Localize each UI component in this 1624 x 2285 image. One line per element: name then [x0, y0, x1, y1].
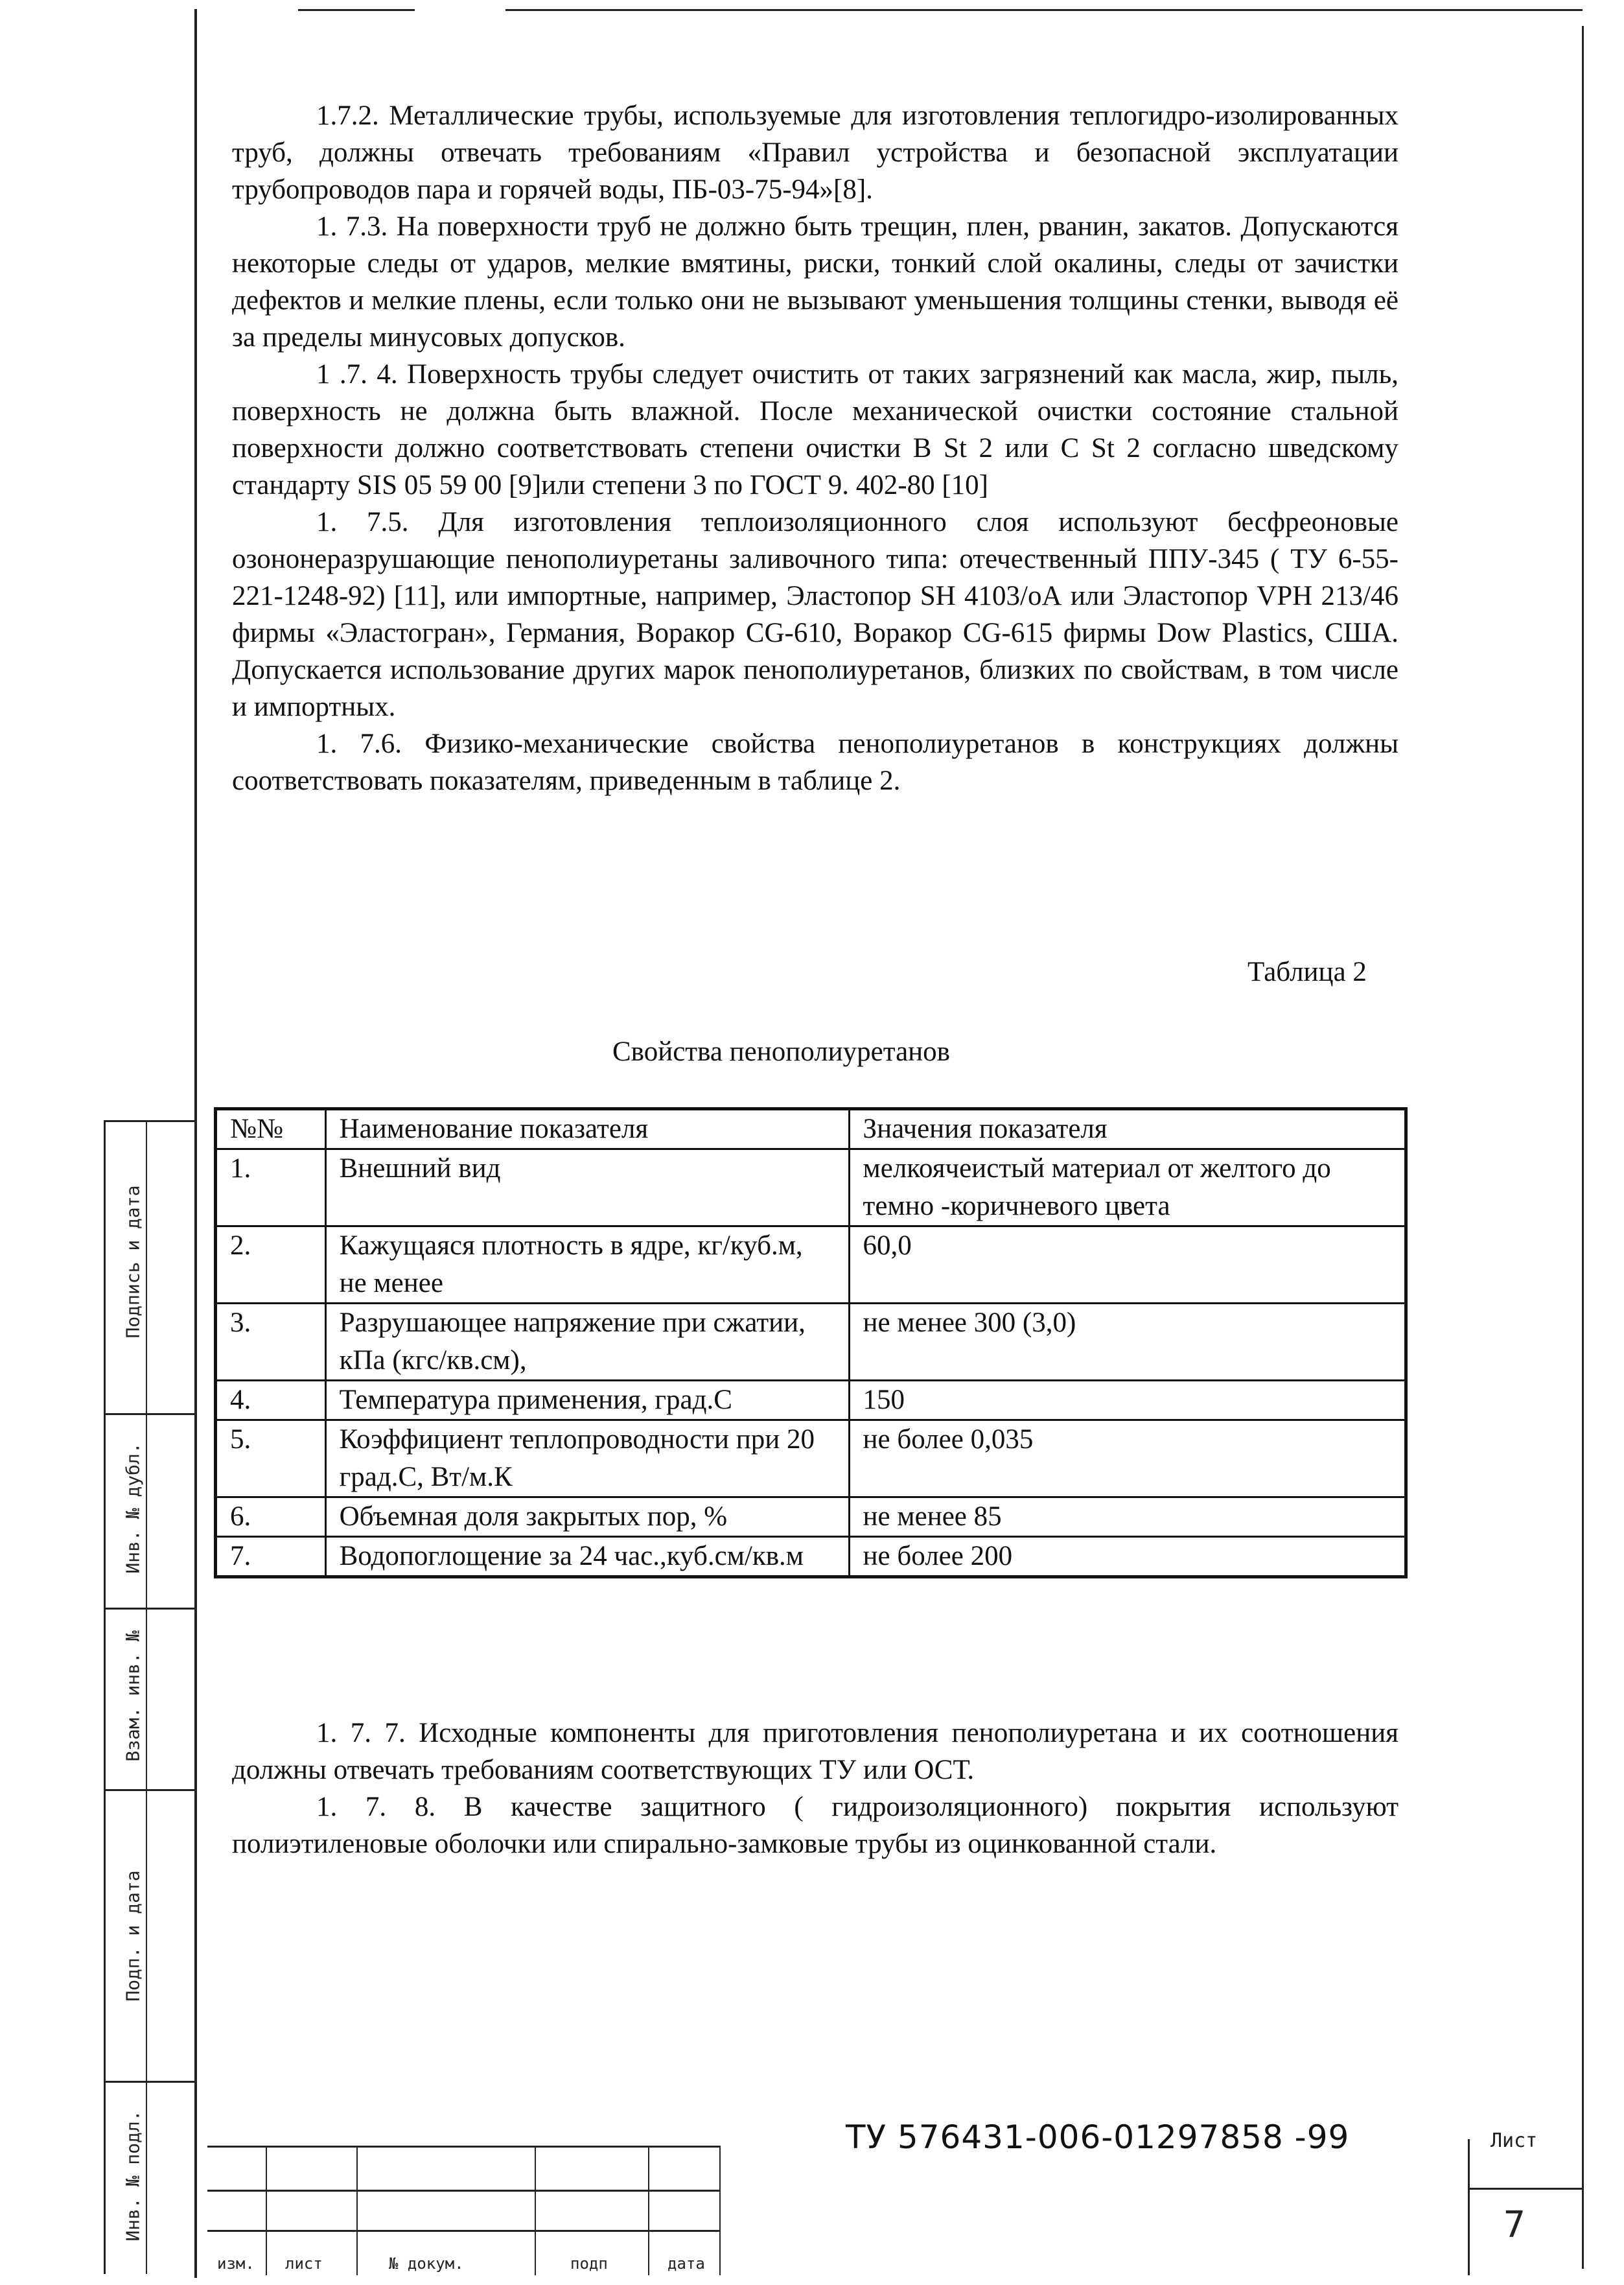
- title-block-top: [207, 2146, 719, 2148]
- side-stamp-top: [104, 1120, 196, 1122]
- frame-top-border-short: [298, 9, 415, 11]
- paragraph-1-7-4: 1 .7. 4. Поверхность трубы следует очистить от таких загрязнений как масла, жир, пыль, поверхность не должна быть влажной. После механической очистки состояние стальной поверхности должно соответствовать степени очистки В St 2 или С St 2 согласно шведскому стандарту SIS 05 59 00 [9]или степени 3 по ГОСТ 9. 402-80 [10]: [232, 359, 1398, 500]
- row-number: 7.: [216, 1537, 326, 1577]
- frame-left-border: [194, 9, 197, 2278]
- table-row: [216, 1497, 1406, 1537]
- body-text-bottom: [232, 1715, 1398, 1862]
- row-value: мелкоячеистый материал от желтого до темно -коричневого цвета: [849, 1149, 1406, 1226]
- table-row: [216, 1420, 1406, 1497]
- table-row: [216, 1226, 1406, 1304]
- title-block-sheet-left: [1468, 2139, 1470, 2275]
- title-block-data: дата: [667, 2255, 705, 2273]
- side-stamp-inv-podl: Инв. № подл.: [122, 2110, 144, 2242]
- sheet-number: 7: [1503, 2204, 1525, 2246]
- title-block-list: лист: [285, 2255, 323, 2273]
- paragraph-1-7-6: 1. 7.6. Физико-механические свойства пенополиуретанов в конструкциях должны соответствовать показателям, приведенным в таблице 2.: [232, 729, 1398, 796]
- side-stamp-podpis-i-data: Подпись и дата: [122, 1185, 144, 1339]
- row-number: 4.: [216, 1381, 326, 1420]
- document-number: ТУ 576431-006-01297858 -99: [846, 2118, 1350, 2156]
- side-stamp-sep-1: [104, 1413, 196, 1415]
- row-value: не менее 300 (3,0): [849, 1304, 1406, 1381]
- paragraph-1-7-2: 1.7.2. Металлические трубы, используемые для изготовления теплогидро-изолированных труб, должны отвечать требованиям «Правил устройства и безопасной эксплуатации трубопроводов пара и горячей воды, ПБ-03-75-94»[8].: [232, 100, 1398, 205]
- title-block-izm: изм.: [217, 2255, 255, 2273]
- row-name: Коэффициент теплопроводности при 20 град.С, Вт/м.К: [325, 1420, 849, 1497]
- row-value: 150: [849, 1381, 1406, 1420]
- table-row: [216, 1304, 1406, 1381]
- frame-right-border: [1582, 26, 1584, 2269]
- paragraph-1-7-5: 1. 7.5. Для изготовления теплоизоляционного слоя используют бесфреоновые озононеразрушающие пенополиуретаны заливочного типа: отечественный ППУ-345 ( ТУ 6-55-221-1248-92) [11], или импортные, например, Эластопор SH 4103/оА или Эластопор VPH 213/46 фирмы «Эластогран», Германия, Воракор CG-610, Воракор CG-615 фирмы Dow Plastics, США. Допускается использование других марок пенополиуретанов, близких по свойствам, в том числе и импортных.: [232, 507, 1398, 722]
- row-name: Объемная доля закрытых пор, %: [325, 1497, 849, 1537]
- frame-top-border: [505, 9, 1583, 11]
- row-value: не более 0,035: [849, 1420, 1406, 1497]
- table-label: Таблица 2: [1247, 957, 1367, 987]
- title-block-col-3: [535, 2146, 536, 2275]
- row-value: не менее 85: [849, 1497, 1406, 1537]
- row-number: 2.: [216, 1226, 326, 1304]
- header-number: №№: [216, 1109, 326, 1149]
- table-row: [216, 1537, 1406, 1577]
- row-value: не более 200: [849, 1537, 1406, 1577]
- properties-table: [214, 1107, 1408, 1578]
- row-number: 5.: [216, 1420, 326, 1497]
- title-block-col-1: [266, 2146, 267, 2275]
- side-stamp-sep-2: [104, 1608, 196, 1610]
- title-block-col-5: [719, 2146, 721, 2275]
- side-stamp-vzam-inv: Взам. инв. №: [122, 1630, 144, 1762]
- row-name: Температура применения, град.С: [325, 1381, 849, 1420]
- title-block-col-4: [648, 2146, 649, 2275]
- table-title: Свойства пенополиуретанов: [612, 1037, 950, 1067]
- row-name: Кажущаяся плотность в ядре, кг/куб.м, не менее: [325, 1226, 849, 1304]
- table-row: [216, 1149, 1406, 1226]
- title-block-row-line-2: [207, 2230, 719, 2232]
- title-block-row-line-1: [207, 2190, 719, 2192]
- row-name: Внешний вид: [325, 1149, 849, 1226]
- row-value: 60,0: [849, 1226, 1406, 1304]
- side-stamp-sep-4: [104, 2081, 196, 2083]
- side-stamp-sep-3: [104, 1789, 196, 1791]
- side-stamp-outer-left: [104, 1120, 106, 2274]
- side-stamp-inv-dubl: Инв. № дубл.: [122, 1442, 144, 1574]
- title-block-sheet-divider: [1468, 2188, 1583, 2190]
- title-block-n-dokum: № докум.: [389, 2255, 464, 2273]
- side-stamp-divider: [146, 1120, 147, 2274]
- row-number: 1.: [216, 1149, 326, 1226]
- title-block-podp: подп: [570, 2255, 608, 2273]
- paragraph-1-7-3: 1. 7.3. На поверхности труб не должно быть трещин, плен, рванин, закатов. Допускаются некоторые следы от ударов, мелкие вмятины, риски, тонкий слой окалины, следы от зачистки дефектов и мелкие плены, если только они не вызывают уменьшения толщины стенки, выводя её за пределы минусовых допусков.: [232, 211, 1398, 353]
- row-name: Водопоглощение за 24 час.,куб.см/кв.м: [325, 1537, 849, 1577]
- table-header-row: [216, 1109, 1406, 1149]
- sheet-label: Лист: [1491, 2129, 1538, 2152]
- row-number: 6.: [216, 1497, 326, 1537]
- paragraph-1-7-7: 1. 7. 7. Исходные компоненты для приготовления пенополиуретана и их соотношения должны отвечать требованиям соответствующих ТУ или ОСТ.: [232, 1718, 1398, 1785]
- header-value: Значения показателя: [849, 1109, 1406, 1149]
- row-number: 3.: [216, 1304, 326, 1381]
- table-row: [216, 1381, 1406, 1420]
- title-block-col-2: [356, 2146, 358, 2275]
- side-stamp-podp-i-data: Подп. и дата: [122, 1870, 144, 2002]
- paragraph-1-7-8: 1. 7. 8. В качестве защитного ( гидроизоляционного) покрытия используют полиэтиленовые оболочки или спирально-замковые трубы из оцинкованной стали.: [232, 1792, 1398, 1859]
- body-text-top: [232, 97, 1398, 799]
- row-name: Разрушающее напряжение при сжатии, кПа (кгс/кв.см),: [325, 1304, 849, 1381]
- header-name: Наименование показателя: [325, 1109, 849, 1149]
